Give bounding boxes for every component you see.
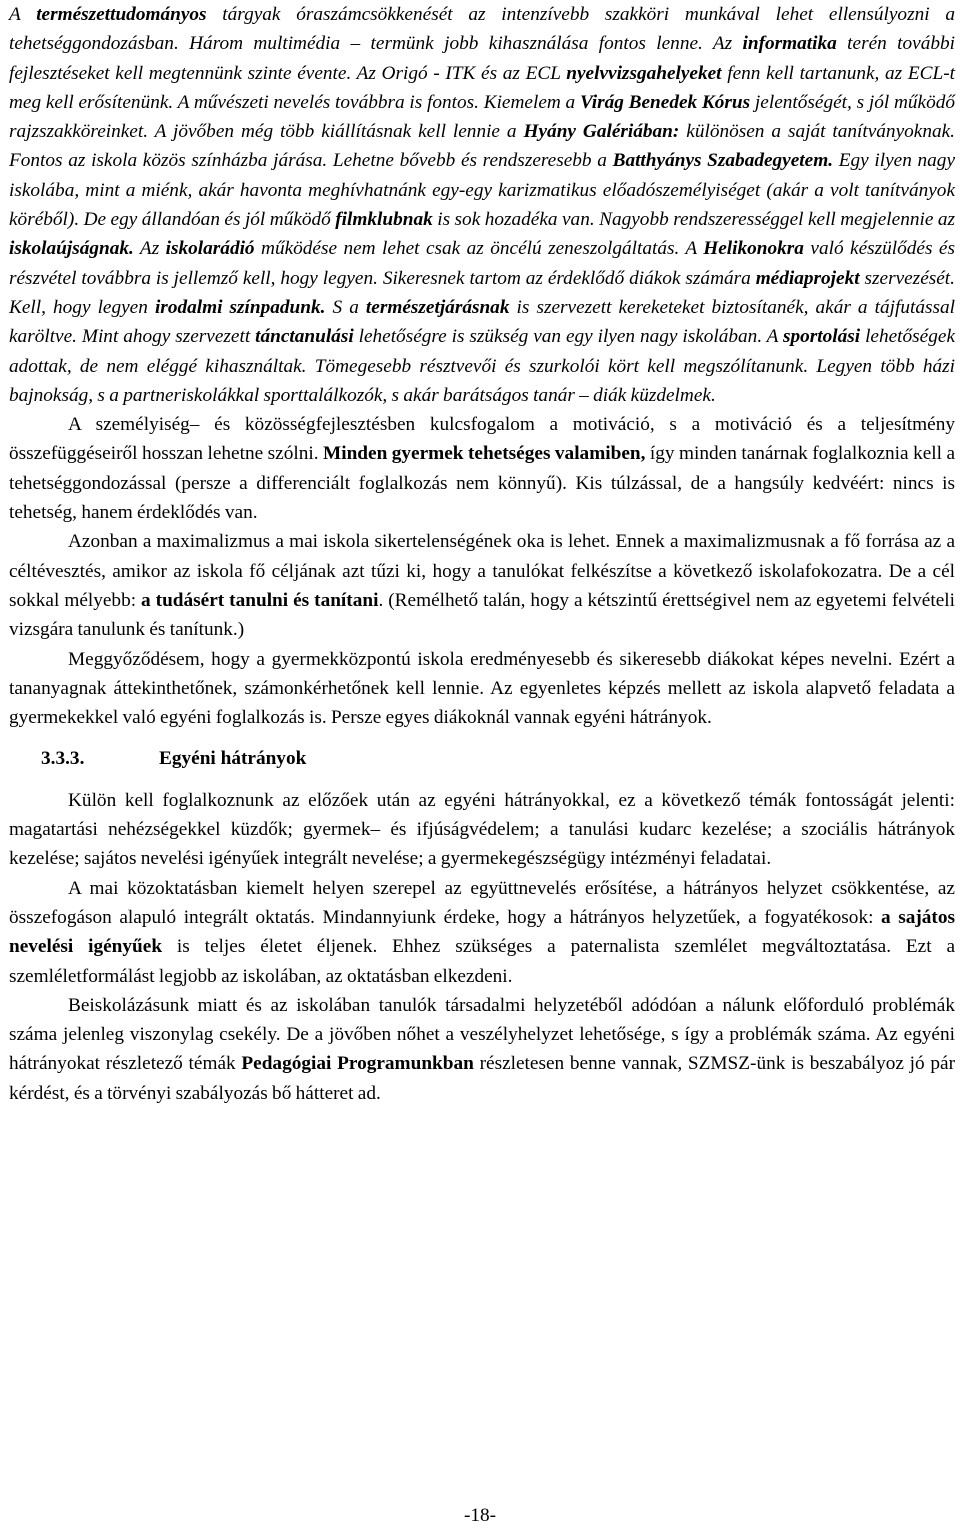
- text-run: természetjárásnak: [365, 296, 510, 318]
- text-run: természettudományos: [36, 4, 207, 25]
- text-run: részletesen benne vannak, SZMSZ-ünk is beszabályoz jó pár kérdést, és a törvényi szabályozás bő hátteret ad.: [9, 1053, 955, 1104]
- text-run: lehetőségek adottak, de nem eléggé kihasználtak. Tömegesebb résztvevői és szurkolói kört kell megszólítanunk. Legyen több házi bajnokság, s a partneriskolákkal sporttalálkozók, s akár barátságos tanár – diák küzdelmek.: [9, 326, 955, 406]
- section-title: Egyéni hátrányok: [159, 748, 307, 770]
- text-run: A: [9, 4, 37, 25]
- text-run: jelentőségét, s jól működő rajzszakköreinket. A jövőben még több kiállításnak kell lennie a: [9, 91, 955, 143]
- text-run: Az: [133, 238, 166, 260]
- text-run: Meggyőződésem, hogy a gyermekközpontú iskola eredményesebb és sikeresebb diákokat képes nevelni. Ezért a tananyagnak áttekinthetőnek, számonkérhetőnek kell lennie. Az egyenletes képzés mellett az iskola alapvető feladata a gyermekekkel való egyéni foglalkozás is. Persze egyes diákoknál vannak egyéni hátrányok.: [9, 648, 955, 729]
- text-run: iskolaújságnak.: [9, 238, 134, 260]
- text-run: tánctanulási: [255, 326, 354, 348]
- text-run: filmklubnak: [335, 209, 433, 231]
- text-run: is teljes életet éljenek. Ehhez szükséges a paternalista szemlélet megváltoztatása. Ezt a szemléletformálást legjobb az iskolában, az oktatásban elkezdeni.: [9, 936, 956, 987]
- text-run: Egy ilyen nagy iskolába, mint a miénk, akár havonta meghívhatnánk egy-egy karizmatikus előadószemélyiséget (akár a volt tanítványok köréből). De egy állandóan és jól működő: [9, 150, 956, 231]
- text-run: A mai közoktatásban kiemelt helyen szerepel az együttnevelés erősítése, a hátrányos helyzet csökkentése, az összefogáson alapuló integrált oktatás. Mindannyiunk érdeke, hogy a hátrányos helyzetűek, a fogyatékosok:: [9, 877, 955, 928]
- text-run: Azonban a maximalizmus a mai iskola sikertelenségének oka is lehet. Ennek a maximalizmusnak a fő forrása az a céltévesztés, amikor az iskola fő céljának azt tűzi ki, hogy a tanulókat felkészítse a következő iskolafokozatra. De a cél sokkal mélyebb:: [9, 531, 955, 611]
- text-run: Hyány Galériában:: [523, 121, 680, 143]
- text-run: informatika: [742, 33, 837, 55]
- text-run: Batthyánys Szabadegyetem.: [612, 150, 834, 172]
- text-run: is szervezett kereketeket biztosítanék, akár a tájfutással karöltve. Mint ahogy szervezett: [9, 296, 955, 348]
- paragraph-enrollment: [9, 991, 955, 1108]
- text-run: Virág Benedek Kórus: [579, 91, 751, 113]
- text-run: tárgyak óraszámcsökkenését az intenzívebb szakköri munkával lehet ellensúlyozni a tehetséggondozásban. Három multimédia – termünk jobb kihasználása fontos lenne. Az: [9, 4, 955, 55]
- page-number: -18-: [463, 1505, 497, 1526]
- text-run: iskolarádió: [165, 238, 255, 260]
- text-run: Minden gyermek tehetséges valamiben,: [323, 443, 646, 465]
- paragraph-individual-disadvantages: [9, 786, 955, 874]
- paragraph-extracurricular: [9, 0, 955, 410]
- text-run: szervezését. Kell, hogy legyen: [9, 267, 955, 318]
- text-run: Pedagógiai Programunkban: [241, 1053, 474, 1075]
- text-run: terén további fejlesztéseket kell megtennünk szinte évente. Az Origó - ITK és az ECL: [9, 33, 955, 84]
- section-number: 3.3.3.: [41, 748, 85, 770]
- paragraph-child-centered: [9, 645, 955, 733]
- paragraph-inclusion: [9, 874, 955, 991]
- text-run: A személyiség– és közösségfejlesztésben kulcsfogalom a motiváció, s a motiváció és a teljesítmény összefüggéseiről hosszan lehetne szólni.: [9, 414, 955, 465]
- text-run: fenn kell tartanunk, az ECL-t meg kell erősítenünk. A művészeti nevelés továbbra is fontos. Kiemelem a: [9, 62, 955, 113]
- text-run: S a: [325, 296, 366, 318]
- text-run: Beiskolázásunk miatt és az iskolában tanulók társadalmi helyzetéből adódóan a nálunk előforduló problémák száma jelenleg viszonylag csekély. De a jövőben nőhet a veszélyhelyzet lehetősége, s így a problémák száma. Az egyéni hátrányokat részletező témák: [9, 994, 955, 1075]
- text-run: is sok hozadéka van. Nagyobb rendszerességgel kell megjelennie az: [432, 209, 955, 231]
- text-run: így minden tanárnak foglalkoznia kell a tehetséggondozással (persze a differenciált foglalkozás nem könnyű). Kis túlzással, de a hangsúly kedvéért: nincs is tehetség, hanem érdeklődés van.: [9, 443, 956, 524]
- text-run: Helikonokra: [703, 238, 804, 260]
- text-run: . (Remélhető talán, hogy a kétszintű érettségivel nem az egyetemi felvételi vizsgára tanulunk és tanítunk.): [9, 589, 955, 641]
- text-run: nyelvvizsgahelyeket: [566, 62, 722, 84]
- section-heading: [41, 744, 955, 773]
- paragraph-motivation: [9, 410, 955, 527]
- text-run: sportolási: [783, 326, 861, 348]
- text-run: a tudásért tanulni és tanítani: [141, 589, 379, 611]
- text-run: irodalmi színpadunk.: [154, 296, 326, 318]
- text-run: médiaprojekt: [755, 267, 860, 289]
- paragraph-maximalism: [9, 527, 955, 644]
- text-run: működése nem lehet csak az öncélú zeneszolgáltatás. A: [254, 238, 704, 260]
- document-page: [9, 0, 955, 1530]
- text-run: való készülődés és részvétel továbbra is jellemző kell, hogy legyen. Sikeresnek tartom az érdeklődő diákok számára: [9, 238, 955, 289]
- text-run: Külön kell foglalkoznunk az előzőek után az egyéni hátrányokkal, ez a következő témák fontosságát jelenti: magatartási nehézségekkel küzdők; gyermek– és ifjúságvédelem; a tanulási kudarc kezelése; a szociális hátrányok kezelése; sajátos nevelési igényűek integrált nevelése; a gyermekegészségügy intézményi feladatai.: [9, 789, 955, 870]
- text-run: a sajátos nevelési igényűek: [9, 906, 955, 958]
- text-run: különösen a saját tanítványoknak. Fontos az iskola közös színházba járása. Lehetne bővebb és rendszeresebb a: [9, 121, 955, 172]
- text-run: lehetőségre is szükség van egy ilyen nagy iskolában. A: [353, 326, 784, 348]
